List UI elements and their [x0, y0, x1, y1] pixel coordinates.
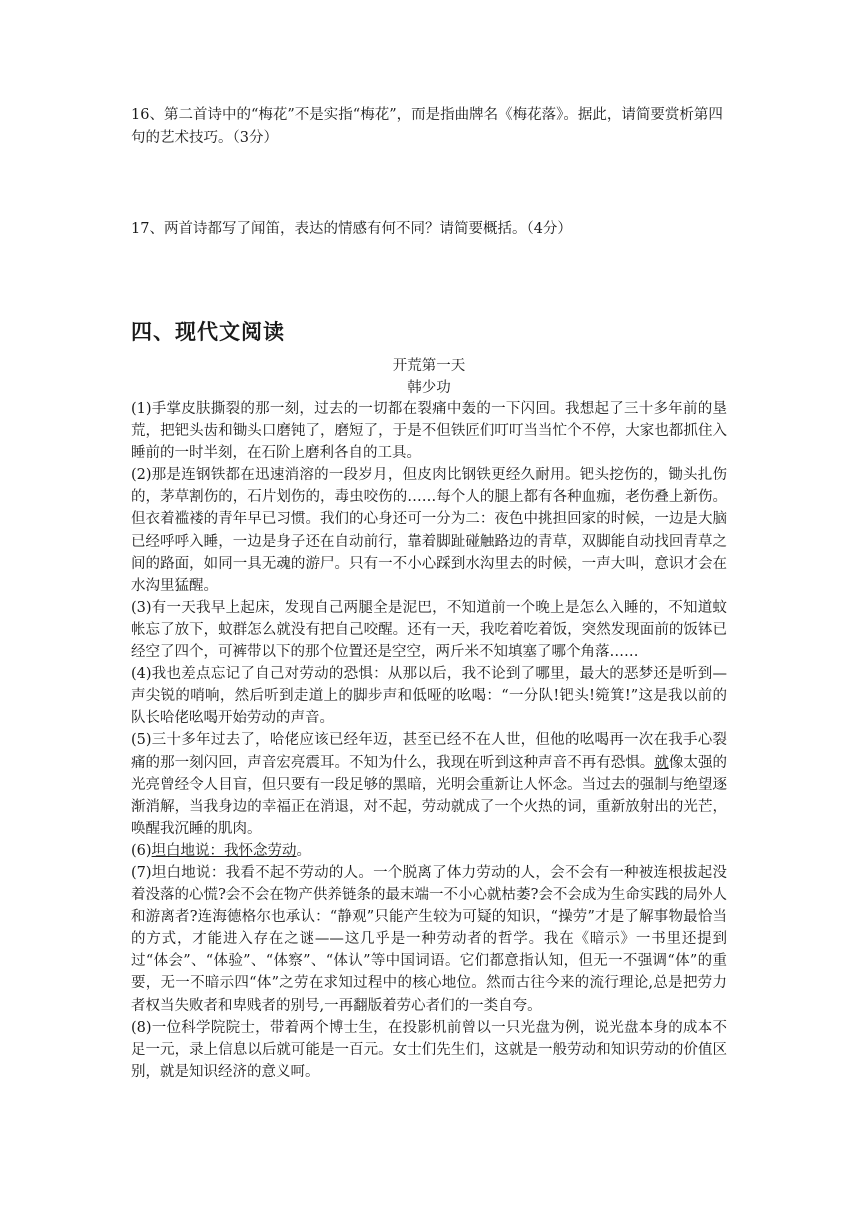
underlined-word: 就 — [654, 754, 669, 771]
paragraph-2: (2)那是连钢铁都在迅速消溶的一段岁月，但皮肉比钢铁更经久耐用。钯头挖伤的，锄头扎伤的，茅草割伤的，石片划伤的，毒虫咬伤的……每个人的腿上都有各种血痂，老伤叠上新伤。但衣着褴褛的青年早已习惯。我们的心身还可一分为二：夜色中挑担回家的时候，一边是大脑已经呼呼入睡，一边是身子还在自动前行，靠着脚趾碰触路边的青草，双脚能自动找回青草之间的路面，如同一具无魂的游尸。只有一不小心踩到水沟里去的时候，一声大叫，意识才会在水沟里猛醒。 — [131, 467, 727, 594]
article-title: 开荒第一天 — [392, 358, 466, 374]
article-body — [131, 398, 727, 1083]
paragraph-6 — [131, 840, 727, 862]
paragraph-6-end: 。 — [296, 842, 312, 859]
section-heading: 四、现代文阅读 — [131, 320, 285, 344]
question-17: 17、两首诗都写了闻笛，表达的情感有何不同？请简要概括。（4分） — [131, 221, 572, 237]
paragraph-5-part-b: 像太强的光亮曾经令人目盲，但只要有一段足够的黑暗，光明会重新让人怀念。当过去的强制与绝望逐渐消解，当我身边的幸福正在消退，对不起，劳动就成了一个火热的词，重新放射出的光芒，唤醒我沉睡的肌肉。 — [131, 754, 728, 837]
paragraph-4: (4)我也差点忘记了自己对劳动的恐惧：从那以后，我不论到了哪里，最大的恶梦还是听到—声尖锐的哨响，然后听到走道上的脚步声和低哑的吆喝：“一分队!钯头!箢箕!”这是我以前的队长哈佬吆喝开始劳动的声音。 — [131, 666, 727, 727]
paragraph-5 — [131, 729, 727, 839]
paragraph-6-underlined: 坦白地说：我怀念劳动 — [151, 842, 297, 859]
paragraph-1: (1)手掌皮肤撕裂的那一刻，过去的一切都在裂痛中轰的一下闪回。我想起了三十多年前的垦荒，把钯头齿和锄头口磨钝了，磨短了，于是不但铁匠们叮叮当当忙个不停，大家也都抓住入睡前的一时半刻，在石阶上磨利各自的工具。 — [131, 401, 727, 462]
question-16: 16、第二首诗中的“梅花”不是实指“梅花”，而是指曲牌名《梅花落》。据此，请简要赏析第四句的艺术技巧。（3分） — [131, 107, 723, 146]
paragraph-5-part-a: (5)三十多年过去了，哈佬应该已经年迈，甚至已经不在人世，但他的吆喝再一次在我手心裂痛的那一刻闪回，声音宏亮震耳。不知为什么，我现在听到这种声音不再有恐惧。 — [131, 732, 727, 771]
paragraph-7: (7)坦白地说：我看不起不劳动的人。一个脱离了体力劳动的人，会不会有一种被连根拔起没着没落的心慌?会不会在物产供养链条的最末端一不小心就枯萎?会不会成为生命实践的局外人和游离者?连海德格尔也承认：“静观”只能产生较为可疑的知识，“操劳”才是了解事物最恰当的方式，才能进入存在之谜——这几乎是一种劳动者的哲学。我在《暗示》一书里还提到过“体会”、“体验”、“体察”、“体认”等中国词语。它们都意指认知，但无一不强调“体”的重要，无一不暗示四“体”之劳在求知过程中的核心地位。然而古往今来的流行理论,总是把劳力者权当失败者和卑贱者的别号,一再翻版着劳心者们的一类自夸。 — [131, 864, 727, 1014]
paragraph-3: (3)有一天我早上起床，发现自己两腿全是泥巴，不知道前一个晚上是怎么入睡的，不知道蚊帐忘了放下，蚊群怎么就没有把自己咬醒。还有一天，我吃着吃着饭，突然发现面前的饭钵已经空了四个，可裤带以下的那个位置还是空空，两斤米不知填塞了哪个角落…… — [131, 599, 727, 661]
article-author: 韩少功 — [407, 380, 451, 396]
paragraph-6-number: (6) — [131, 842, 152, 859]
paragraph-8: (8)一位科学院院士，带着两个博士生，在投影机前曾以一只光盘为例，说光盘本身的成本不足一元，录上信息以后就可能是一百元。女士们先生们，这就是一般劳动和知识劳动的价值区别，就是知识经济的意义呵。 — [131, 1019, 727, 1080]
